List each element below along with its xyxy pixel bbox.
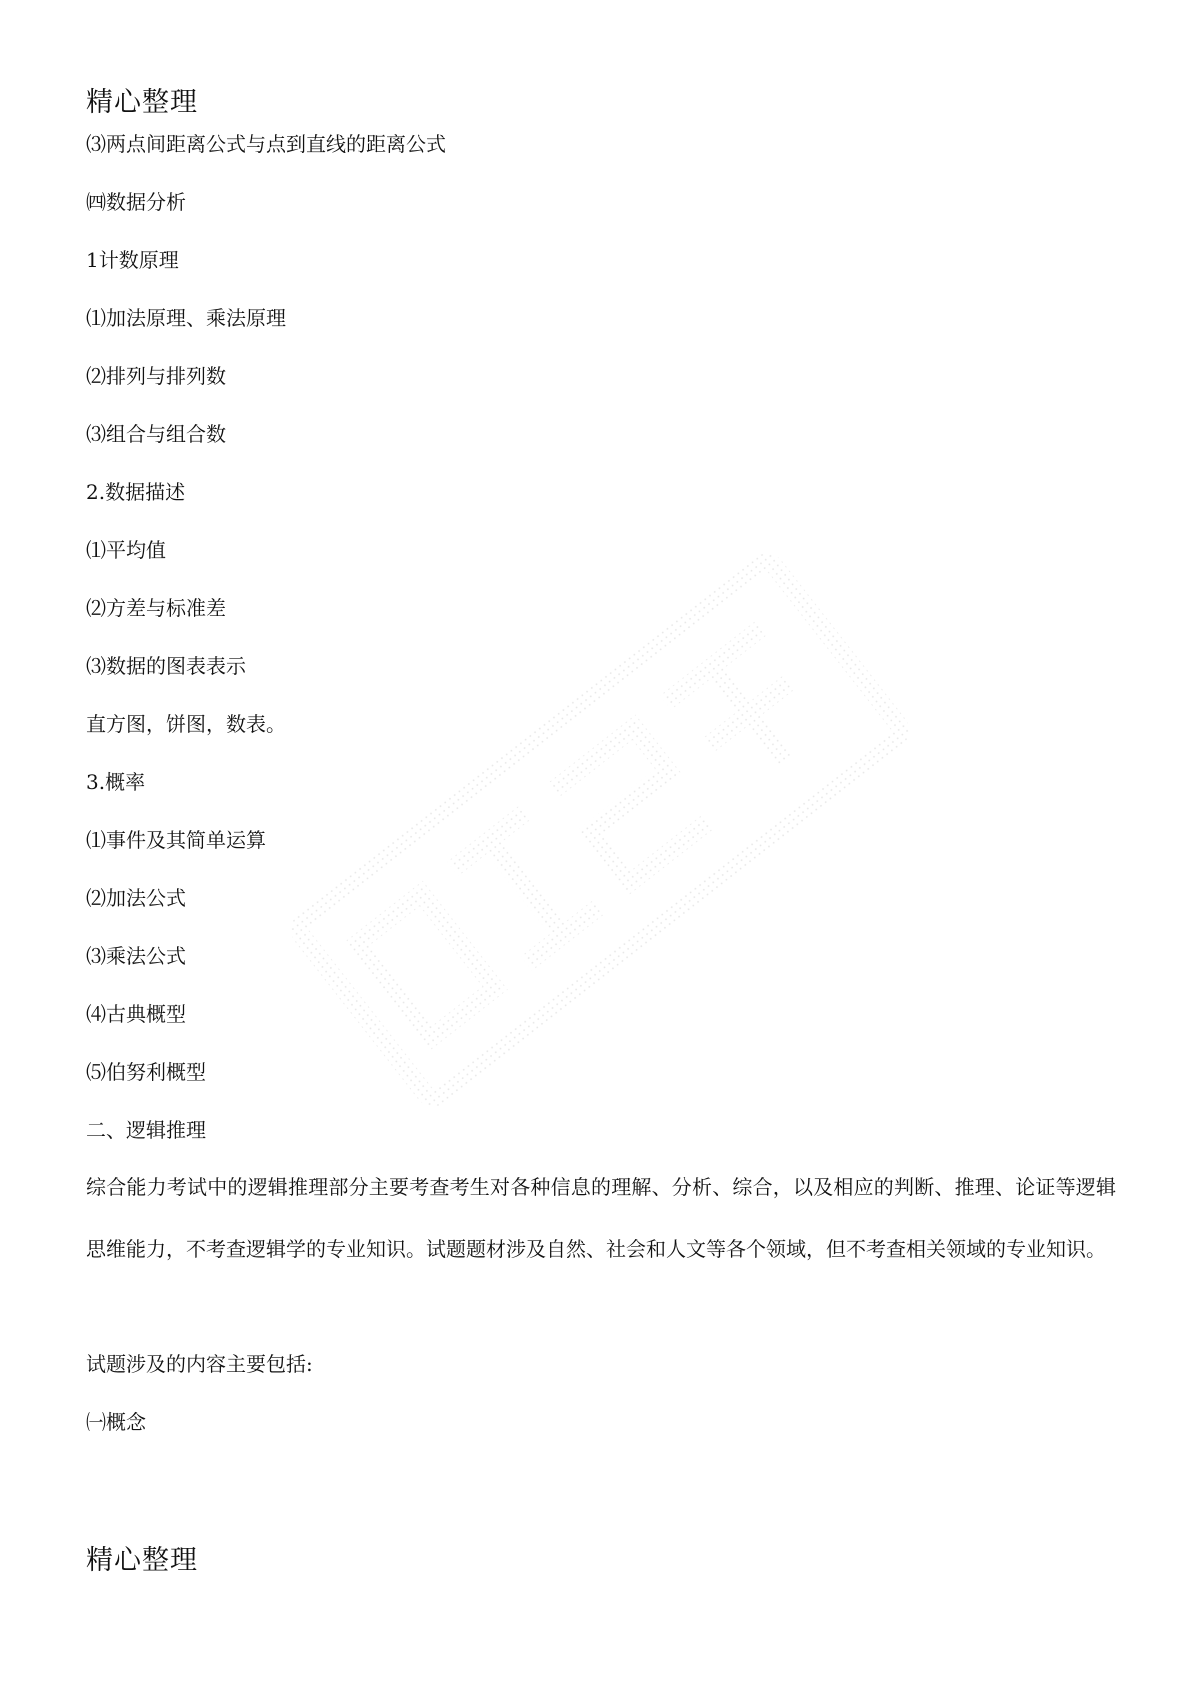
list-item: ⑶乘法公式 <box>86 944 186 968</box>
list-item: ⑴加法原理、乘法原理 <box>86 306 286 330</box>
list-item: ⑶组合与组合数 <box>86 422 226 446</box>
section-heading: 二、逻辑推理 <box>86 1118 206 1142</box>
page-header: 精心整理 <box>86 87 198 118</box>
list-item: ⑸伯努利概型 <box>86 1060 206 1084</box>
list-item: ⑶数据的图表表示 <box>86 654 246 678</box>
section-heading: ㈣数据分析 <box>86 190 186 214</box>
list-item: ⑵排列与排列数 <box>86 364 226 388</box>
text-line: 直方图，饼图，数表。 <box>86 712 286 736</box>
text-line: ⑶两点间距离公式与点到直线的距离公式 <box>86 132 446 156</box>
list-item: ⑵方差与标准差 <box>86 596 226 620</box>
list-item: ⑵加法公式 <box>86 886 186 910</box>
list-item: ⑴平均值 <box>86 538 166 562</box>
section-heading: ㈠概念 <box>86 1410 146 1434</box>
list-item: ⑷古典概型 <box>86 1002 186 1026</box>
text-line: 试题涉及的内容主要包括: <box>86 1352 313 1376</box>
subsection-heading: 2.数据描述 <box>86 480 186 504</box>
list-item: ⑴事件及其简单运算 <box>86 828 266 852</box>
body-paragraph: 综合能力考试中的逻辑推理部分主要考查考生对各种信息的理解、分析、综合，以及相应的判断、推理、论证等逻辑思维能力，不考查逻辑学的专业知识。试题题材涉及自然、社会和人文等各个领域，但不考查相关领域的专业知识。 <box>86 1175 1116 1261</box>
page-footer: 精心整理 <box>86 1545 198 1576</box>
subsection-heading: 1计数原理 <box>86 248 179 272</box>
watermark-graphic <box>180 470 1020 1190</box>
subsection-heading: 3.概率 <box>86 770 146 794</box>
